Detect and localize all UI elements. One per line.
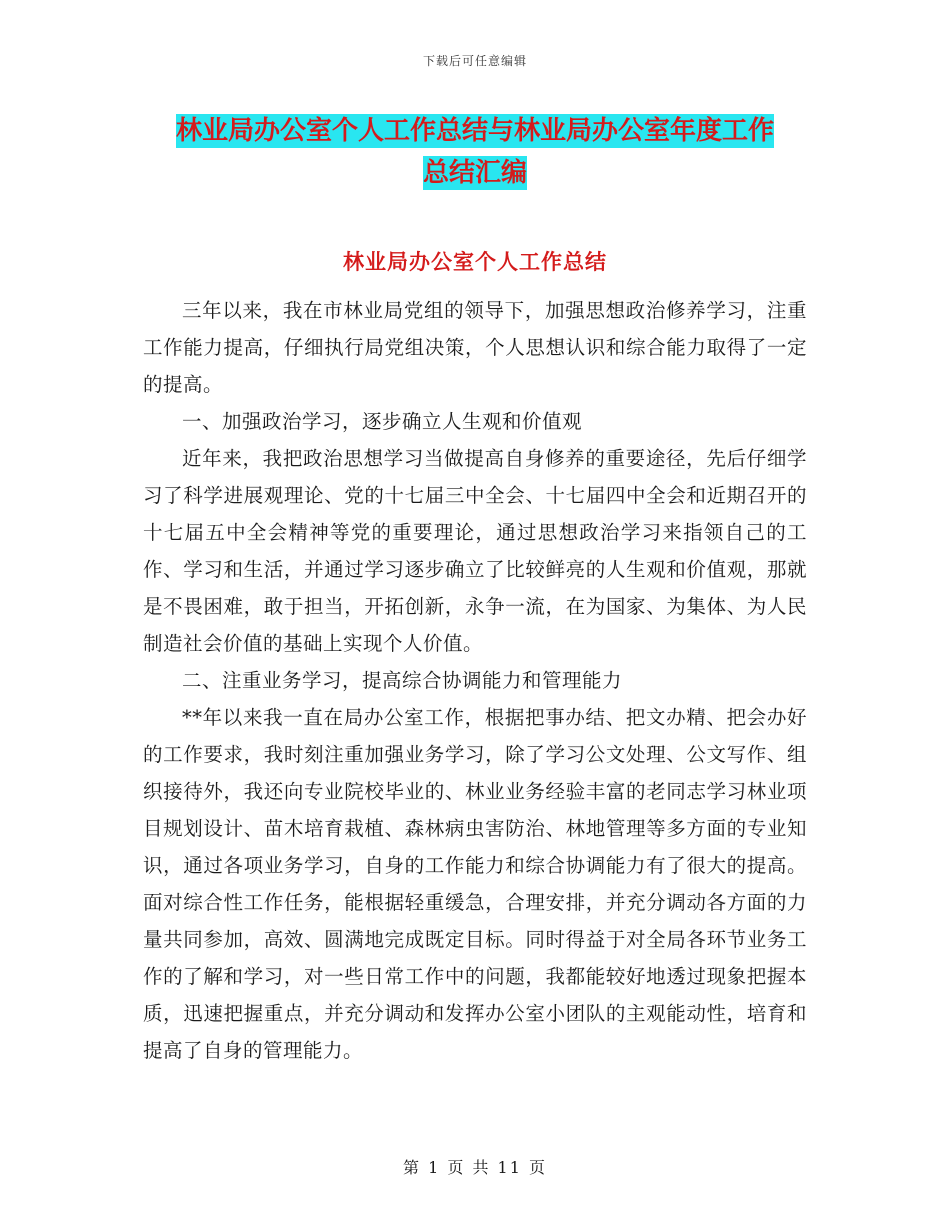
document-title [140,110,810,194]
document-title-line-1: 林业局办公室个人工作总结与林业局办公室年度工作 [175,116,774,146]
heading-political-study: 一、加强政治学习，逐步确立人生观和价值观 [182,410,583,433]
paragraph-business-study: **年以来我一直在局办公室工作，根据把事办结、把文办精、把会办好的工作要求，我时刻注重加强业务学习，除了学习公文处理、公文写作、组织接待外，我还向专业院校毕业的、林业业务经验丰富的老同志学习林业项目规划设计、苗木培育栽植、森林病虫害防治、林地管理等多方面的专业知识，通过各项业务学习，自身的工作能力和综合协调能力有了很大的提高。面对综合性工作任务，能根据轻重缓急，合理安排，并充分调动各方面的力量共同参加，高效、圆满地完成既定目标。同时得益于对全局各环节业务工作的了解和学习，对一些日常工作中的问题，我都能较好地透过现象把握本质，迅速把握重点，并充分调动和发挥办公室小团队的主观能动性，培育和提高了自身的管理能力。 [143,706,807,1062]
body-text [143,292,807,1069]
header-note: 下载后可任意编辑 [422,54,527,68]
section-title: 林业局办公室个人工作总结 [343,250,607,274]
paragraph-intro: 三年以来，我在市林业局党组的领导下，加强思想政治修养学习，注重工作能力提高，仔细执行局党组决策，个人思想认识和综合能力取得了一定的提高。 [143,299,807,396]
heading-business-study: 二、注重业务学习，提高综合协调能力和管理能力 [182,669,623,692]
page-number-footer: 第 1 页 共 11 页 [403,1158,547,1177]
document-title-line-2: 总结汇编 [422,158,527,188]
paragraph-political-study: 近年来，我把政治思想学习当做提高自身修养的重要途径，先后仔细学习了科学进展观理论、党的十七届三中全会、十七届四中全会和近期召开的十七届五中全会精神等党的重要理论，通过思想政治学习来指领自己的工作、学习和生活，并通过学习逐步确立了比较鲜亮的人生观和价值观，那就是不畏困难，敢于担当，开拓创新，永争一流，在为国家、为集体、为人民制造社会价值的基础上实现个人价值。 [143,447,807,655]
